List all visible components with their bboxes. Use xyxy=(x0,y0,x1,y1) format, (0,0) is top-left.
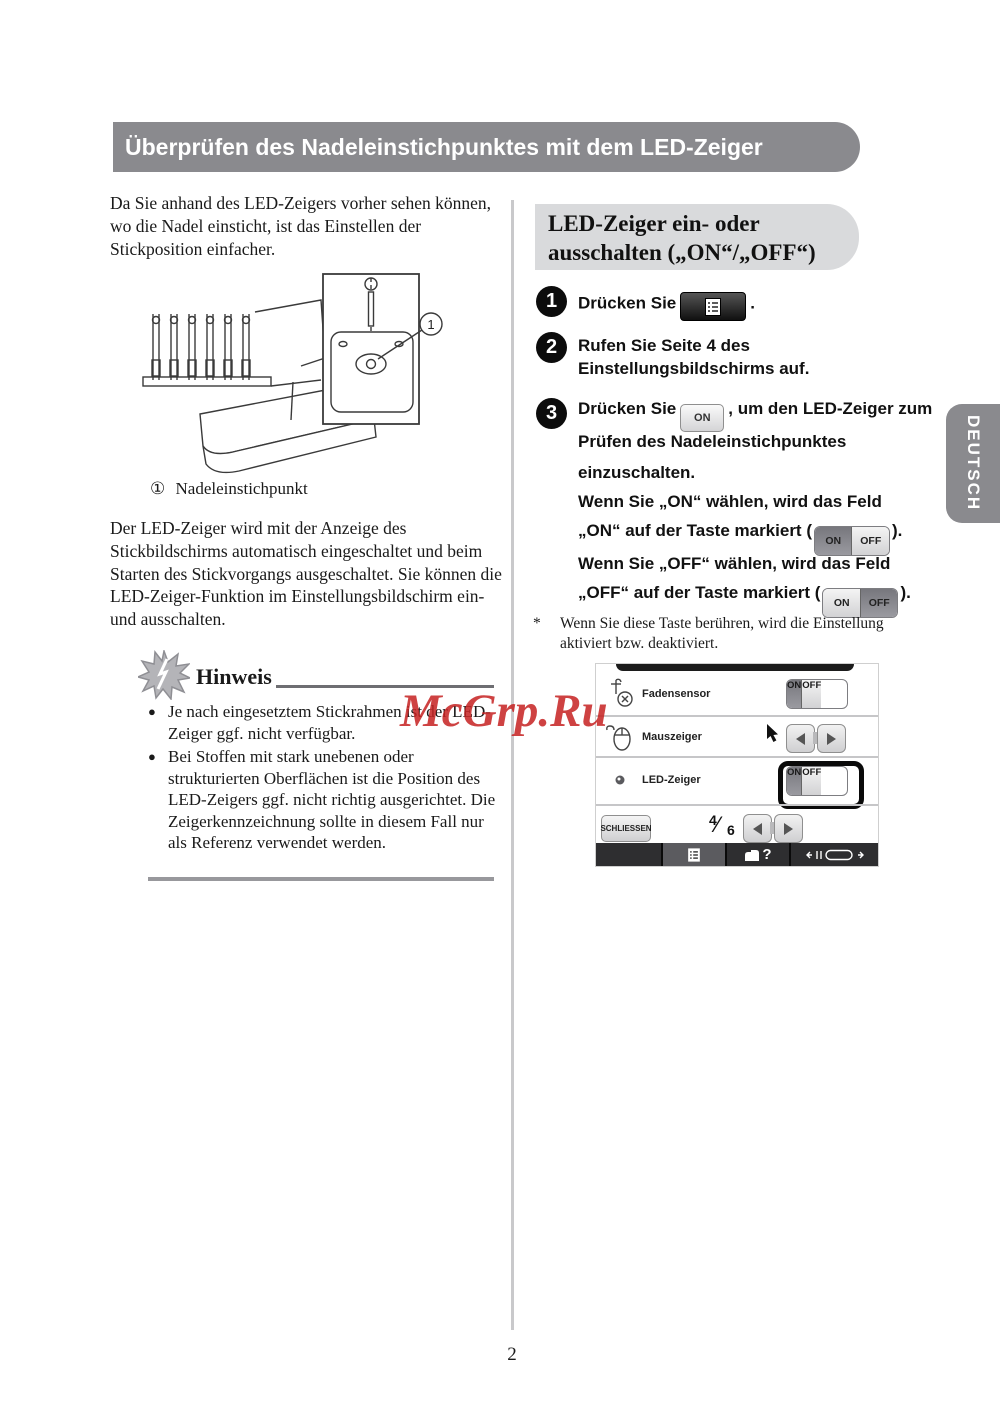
footnote-marker: * xyxy=(533,615,541,632)
toggle-on-label: ON xyxy=(823,589,860,617)
settings-page-right-button[interactable] xyxy=(774,814,803,843)
toggle-off-label: OFF xyxy=(802,767,821,795)
note-bullet-text: Je nach eingesetztem Stickrahmen ist der LED-Zeiger ggf. nicht verfügbar. xyxy=(168,702,491,743)
toggle-off-label: OFF xyxy=(802,680,821,708)
bottom-bar-spacer xyxy=(596,843,661,866)
previous-row-highlight-fragment xyxy=(616,664,854,671)
needle-bars xyxy=(152,314,250,380)
step-3-on-case-line2 xyxy=(578,521,902,556)
subtitle-line2: ausschalten („ON“/„OFF“) xyxy=(548,240,816,265)
column-divider xyxy=(511,200,514,1330)
note-title: Hinweis xyxy=(196,664,272,689)
embroidery-frame-icon xyxy=(806,848,864,862)
arrow-right-icon xyxy=(784,823,793,835)
language-tab-label: DEUTSCH xyxy=(964,415,983,512)
toggle-off-label: OFF xyxy=(860,589,898,617)
page-title: Überprüfen des Nadeleinstichpunktes mit dem LED-Zeiger xyxy=(125,134,763,160)
watermark: McGrp.Ru xyxy=(400,685,608,737)
step-1-text-after: . xyxy=(750,293,755,313)
on-key-button[interactable]: ON xyxy=(680,404,724,432)
page-number: 2 xyxy=(507,1344,517,1365)
body-paragraph: Der LED-Zeiger wird mit der Anzeige des Stickbildschirms automatisch eingeschaltet und beim Starten des Stickvorgangs ausgeschaltet. Sie können die LED-Zeiger-Funktion im Einstellungsbildschirm ein- und ausschalten. xyxy=(110,518,502,629)
machine-icon xyxy=(744,848,760,862)
note-bullet-item xyxy=(148,746,496,854)
row-separator xyxy=(596,756,878,758)
step-3-line1 xyxy=(578,399,932,432)
footnote-text: Wenn Sie diese Taste berühren, wird die Einstellung aktiviert bzw. deaktiviert. xyxy=(560,615,884,652)
help-tab-button[interactable] xyxy=(725,843,789,866)
settings-row-label: Mauszeiger xyxy=(642,731,702,743)
subtitle-crescent-decoration xyxy=(866,202,918,274)
step-1-text-before: Drücken Sie xyxy=(578,293,677,313)
intro-paragraph: Da Sie anhand des LED-Zeigers vorher sehen können, wo die Nadel einsticht, ist das Einstellen der Stickposition einfacher. xyxy=(110,193,491,259)
figure-caption-marker: ① xyxy=(150,479,166,498)
off-case-close: ). xyxy=(900,583,911,602)
settings-row-label: LED-Zeiger xyxy=(642,774,701,786)
machine-illustration xyxy=(125,262,505,477)
step-3-line3: einzuschalten. xyxy=(578,463,696,482)
toggle-on-label: ON xyxy=(787,680,802,708)
arrow-left-icon xyxy=(796,733,805,745)
thread-sensor-icon xyxy=(608,678,636,708)
on-case-text: „ON“ auf der Taste markiert ( xyxy=(578,521,812,540)
step-3-text-before: Drücken Sie xyxy=(578,399,677,418)
led-pointer-icon xyxy=(614,774,626,786)
toggle-on-label: ON xyxy=(787,767,802,795)
step-3-number: 3 xyxy=(536,398,567,429)
step-3-on-case-line1: Wenn Sie „ON“ wählen, wird das Feld xyxy=(578,492,882,511)
page-current: 4 xyxy=(709,812,717,828)
settings-screen xyxy=(595,663,879,867)
toggle-on-label: ON xyxy=(815,527,853,555)
page-separator: ⁄ xyxy=(716,812,720,837)
page-title-banner xyxy=(113,122,860,172)
step-3-line2: Prüfen des Nadeleinstichpunktes xyxy=(578,432,847,451)
on-case-close: ). xyxy=(891,521,903,540)
figure-caption-text: Nadeleinstichpunkt xyxy=(175,479,308,498)
row-separator xyxy=(596,715,878,717)
bullet-icon: ● xyxy=(148,704,156,719)
step-3-off-case-line2 xyxy=(578,583,911,618)
bullet-icon: ● xyxy=(148,749,156,765)
note-starburst-icon xyxy=(138,650,190,700)
mouse-icon xyxy=(606,724,636,752)
note-bullet-text: Bei Stoffen mit stark unebenen oder strukturierten Oberflächen ist die Position des LED-Zeigers ggf. nicht richtig ausgerichtet. Die Zeigerkennzeichnung sollte in diesem Fall nur als Referenz verwendet werden. xyxy=(168,747,496,853)
svg-text:1: 1 xyxy=(427,317,435,332)
settings-row-label: Fadensensor xyxy=(642,688,711,700)
screen-bottom-bar xyxy=(596,843,878,866)
mouse-pointer-right-button[interactable] xyxy=(817,724,846,753)
settings-doc-icon xyxy=(687,847,701,863)
subtitle-line1: LED-Zeiger ein- oder xyxy=(548,211,760,236)
off-case-text: „OFF“ auf der Taste markiert ( xyxy=(578,583,821,602)
figure-caption xyxy=(150,479,308,499)
callout-1 xyxy=(420,313,442,335)
section-subtitle-banner xyxy=(535,204,859,270)
help-question-mark: ? xyxy=(762,846,772,863)
on-off-toggle-on-active[interactable] xyxy=(814,526,890,556)
language-tab xyxy=(946,404,1000,523)
thread-sensor-toggle[interactable] xyxy=(786,679,848,709)
row-separator xyxy=(596,804,878,806)
banner-crescent-decoration xyxy=(867,116,919,188)
page-total: 6 xyxy=(727,822,735,838)
settings-tab-button[interactable] xyxy=(661,843,725,866)
step-2-text: Rufen Sie Seite 4 des Einstellungsbildschirms auf. xyxy=(578,336,810,378)
cursor-icon xyxy=(766,724,779,743)
frame-move-tab-button[interactable] xyxy=(789,843,878,866)
arrow-left-icon xyxy=(753,823,762,835)
settings-key-button[interactable] xyxy=(680,292,746,321)
settings-doc-icon xyxy=(704,297,722,317)
step-2-number: 2 xyxy=(536,332,567,363)
note-bottom-rule xyxy=(148,877,494,881)
mouse-pointer-left-button[interactable] xyxy=(786,724,815,753)
step-1-text xyxy=(578,292,755,321)
toggle-off-label: OFF xyxy=(852,527,889,555)
arrow-right-icon xyxy=(827,733,836,745)
led-pointer-toggle[interactable] xyxy=(786,766,848,796)
settings-page-left-button[interactable] xyxy=(743,814,772,843)
step-1-number: 1 xyxy=(536,286,567,317)
step-3-text-after: , um den LED-Zeiger zum xyxy=(728,399,933,418)
step-3-off-case-line1: Wenn Sie „OFF“ wählen, wird das Feld xyxy=(578,554,891,573)
close-button[interactable]: SCHLIESSEN xyxy=(601,815,651,842)
